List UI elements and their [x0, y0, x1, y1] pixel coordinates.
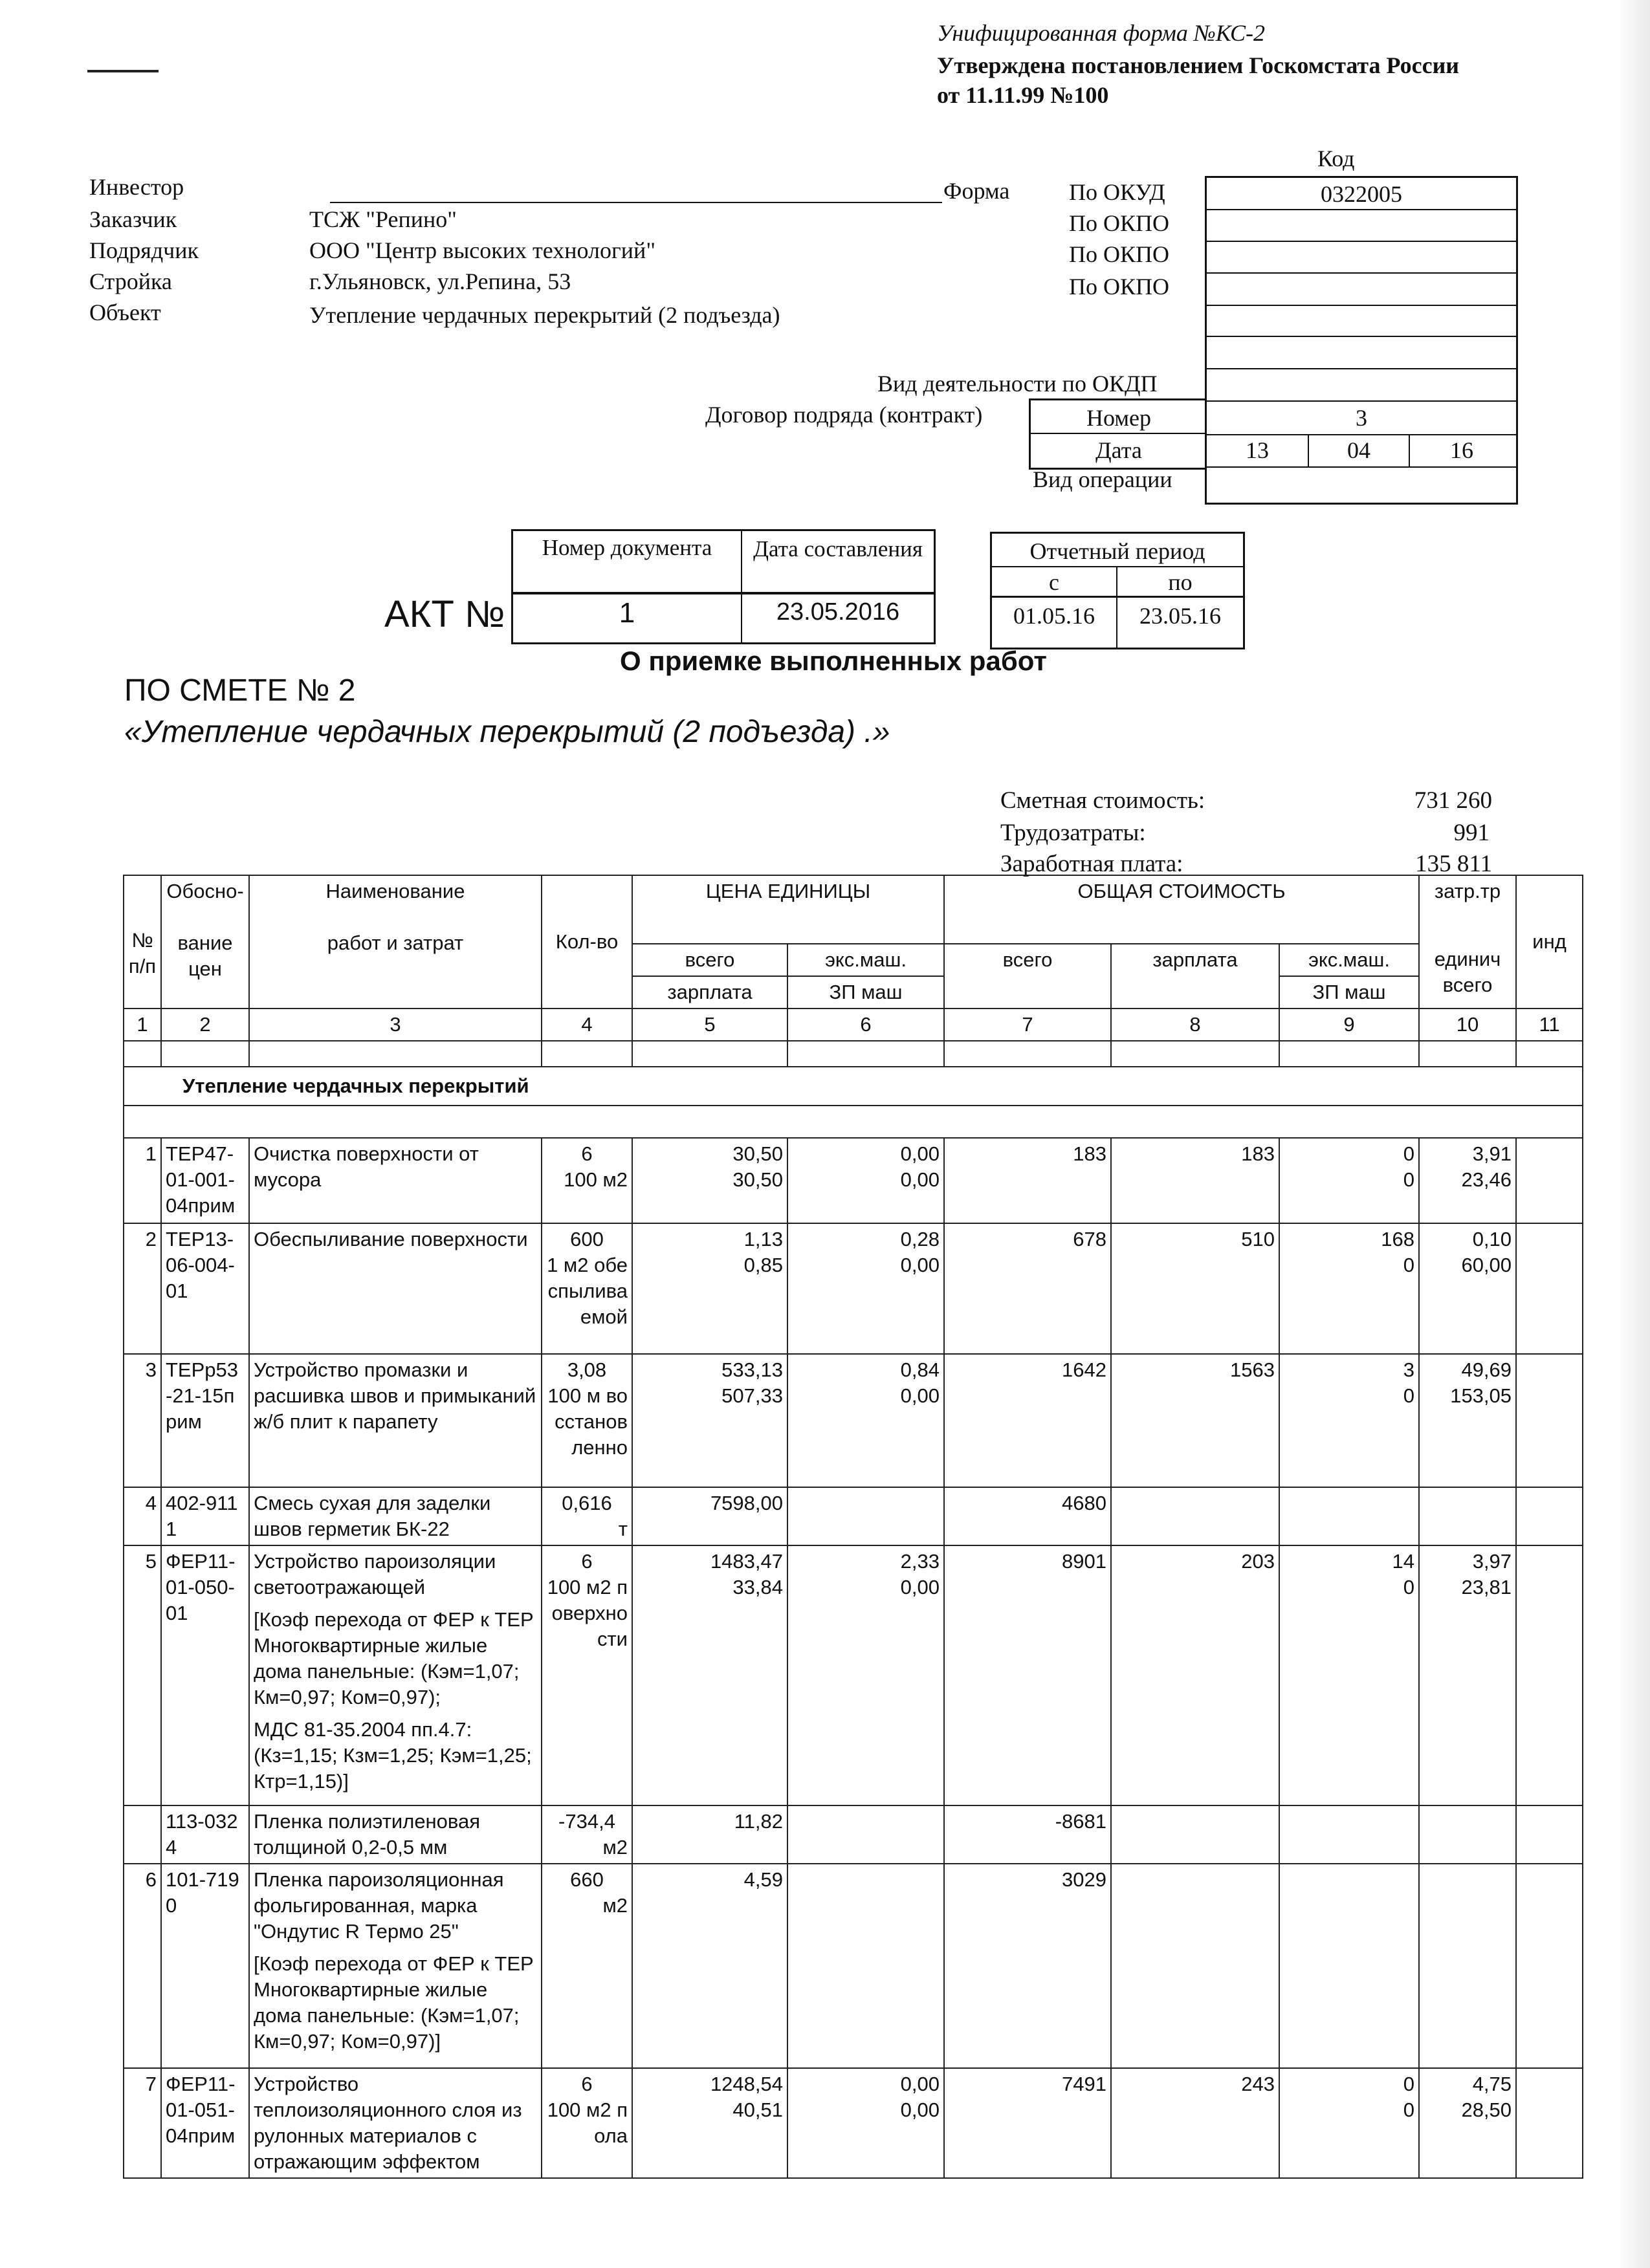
row-total-mach: 168 0 [1279, 1223, 1419, 1354]
section-title: Утепление чердачных перекрытий [124, 1067, 1583, 1106]
row-price-mach [787, 1487, 944, 1545]
row-qty: 600 1 м2 обеспыливаемой [542, 1223, 632, 1354]
h-price-all: всего [632, 944, 787, 976]
row-qty: 0,616 т [542, 1487, 632, 1545]
contractor-label: Подрядчик [89, 237, 199, 263]
row-total-salary: 243 [1111, 2068, 1279, 2178]
contract-date-year: 16 [1450, 437, 1473, 463]
operation-label: Вид операции [1033, 466, 1172, 492]
contractor-value: ООО "Центр высоких технологий" [309, 237, 656, 263]
row-price-mach: 0,00 0,00 [787, 2068, 944, 2178]
row-ind [1516, 1805, 1583, 1864]
h-labor-sub: единич всего [1419, 944, 1516, 1009]
row-price-mach [787, 1805, 944, 1864]
row-total-salary [1111, 1487, 1279, 1545]
salary-value: 135 811 [1415, 851, 1492, 877]
row-total: 183 [944, 1138, 1111, 1223]
object-value: Утепление чердачных перекрытий (2 подъезда) [309, 302, 780, 328]
okpo3-label: По ОКПО [1069, 274, 1170, 300]
h-price-mach: экс.маш. [787, 944, 944, 976]
act-doc-box [511, 529, 936, 644]
h-total-cost: ОБЩАЯ СТОИМОСТЬ [944, 875, 1419, 944]
row-total: -8681 [944, 1805, 1111, 1864]
row-number: 7 [124, 2068, 161, 2178]
investor-label: Инвестор [89, 174, 184, 200]
row-total-salary [1111, 1864, 1279, 2068]
row-price-mach: 2,33 0,00 [787, 1545, 944, 1805]
row-total-mach: 3 0 [1279, 1354, 1419, 1487]
row-price: 7598,00 [632, 1487, 787, 1545]
customer-label: Заказчик [89, 206, 177, 232]
table-row [124, 1223, 1583, 1354]
act-subtitle: О приемке выполненных работ [620, 646, 1047, 676]
h-price-zpm: ЗП маш [787, 976, 944, 1009]
row-number: 1 [124, 1138, 161, 1223]
row-total-mach [1279, 1487, 1419, 1545]
scan-edge-shadow [1618, 0, 1650, 2268]
pen-mark [87, 70, 159, 72]
row-number: 3 [124, 1354, 161, 1487]
row-qty: 660 м2 [542, 1864, 632, 2068]
row-name: Устройство теплоизоляционного слоя из рулонных материалов с отражающим эффектом [249, 2068, 542, 2178]
row-price-mach: 0,84 0,00 [787, 1354, 944, 1487]
row-name: Пленка пароизоляционная фольгированная, марка "Ондутис R Термо 25" [Коэф перехода от ФЕР к ТЕР Многоквартирные жилые дома панельные: (Кэм=1,07; Км=0,97; Ком=0,97)] [249, 1864, 542, 2068]
doc-date-label: Дата составления [753, 536, 923, 562]
row-labor: 4,75 28,50 [1419, 2068, 1516, 2178]
table-row [124, 2068, 1583, 2178]
row-price: 4,59 [632, 1864, 787, 2068]
row-number: 4 [124, 1487, 161, 1545]
act-date: 23.05.2016 [776, 598, 900, 626]
row-labor [1419, 1805, 1516, 1864]
row-code: 113-0324 [161, 1805, 249, 1864]
period-to-label: по [1168, 569, 1193, 595]
row-labor [1419, 1864, 1516, 2068]
h-total-all: всего [944, 944, 1111, 1009]
period-from-label: с [1049, 569, 1059, 595]
row-qty: 6 100 м2 пола [542, 2068, 632, 2178]
labor-value: 991 [1453, 820, 1490, 846]
smeta-name: «Утепление чердачных перекрытий (2 подъезда) .» [124, 715, 890, 749]
row-price-mach: 0,28 0,00 [787, 1223, 944, 1354]
contract-date-day: 13 [1246, 437, 1269, 463]
form-approval: Утверждена постановлением Госкомстата России [937, 52, 1460, 78]
okud-value: 0322005 [1321, 181, 1402, 207]
row-total: 8901 [944, 1545, 1111, 1805]
contract-date-label: Дата [1095, 437, 1142, 463]
row-code: ТЕР13-06-004-01 [161, 1223, 249, 1354]
section-row [124, 1067, 1583, 1106]
row-total: 678 [944, 1223, 1111, 1354]
row-qty: 3,08 100 м восстановленно [542, 1354, 632, 1487]
row-total: 4680 [944, 1487, 1111, 1545]
contract-date-month: 04 [1347, 437, 1370, 463]
row-total: 1642 [944, 1354, 1111, 1487]
row-name: Устройство пароизоляции светоотражающей [Коэф перехода от ФЕР к ТЕР Многоквартирные жилые дома панельные: (Кэм=1,07; Км=0,97; Ком=0,97); МДС 81-35.2004 пп.4.7: (Кз=1,15; Кзм=1,25; Кэм=1,25; Ктр=1,15)] [249, 1545, 542, 1805]
row-code: ТЕРр53-21-15прим [161, 1354, 249, 1487]
row-price: 11,82 [632, 1805, 787, 1864]
okpo1-label: По ОКПО [1069, 210, 1170, 236]
h-total-mach: экс.маш. [1279, 944, 1419, 976]
h-no: № п/п [124, 875, 161, 1009]
okud-label: По ОКУД [1069, 179, 1165, 205]
act-number: 1 [619, 597, 635, 629]
row-ind [1516, 2068, 1583, 2178]
h-total-salary: зарплата [1111, 944, 1279, 1009]
row-code: ФЕР11-01-050-01 [161, 1545, 249, 1805]
row-price: 1248,54 40,51 [632, 2068, 787, 2178]
h-labor: затр.тр [1419, 875, 1516, 944]
okpo2-label: По ОКПО [1069, 241, 1170, 267]
period-box [990, 532, 1245, 649]
row-ind [1516, 1354, 1583, 1487]
row-ind [1516, 1138, 1583, 1223]
row-number: 2 [124, 1223, 161, 1354]
row-total-salary: 203 [1111, 1545, 1279, 1805]
doc-number-label: Номер документа [542, 535, 712, 560]
row-total-mach: 14 0 [1279, 1545, 1419, 1805]
row-total: 7491 [944, 2068, 1111, 2178]
customer-value: ТСЖ "Репино" [309, 206, 457, 232]
period-from: 01.05.16 [1013, 603, 1095, 629]
table-row [124, 1487, 1583, 1545]
period-to: 23.05.16 [1139, 603, 1221, 629]
h-basis: Обосно- вание цен [161, 875, 249, 1009]
row-name: Пленка полиэтиленовая толщиной 0,2-0,5 мм [249, 1805, 542, 1864]
row-total-mach: 0 0 [1279, 2068, 1419, 2178]
codes-box [1205, 176, 1518, 505]
row-labor: 0,10 60,00 [1419, 1223, 1516, 1354]
contract-number-value: 3 [1356, 405, 1367, 431]
empty-row [124, 1041, 1583, 1067]
row-total: 3029 [944, 1864, 1111, 2068]
row-ind [1516, 1487, 1583, 1545]
row-total-salary: 183 [1111, 1138, 1279, 1223]
row-code: 402-9111 [161, 1487, 249, 1545]
forma-label: Форма [943, 178, 1010, 204]
row-labor: 3,91 23,46 [1419, 1138, 1516, 1223]
contract-fields-box [1029, 398, 1207, 470]
table-row [124, 1545, 1583, 1805]
works-table [123, 875, 1583, 2179]
spacer-row [124, 1106, 1583, 1138]
row-price-mach [787, 1864, 944, 2068]
period-label: Отчетный период [1029, 538, 1205, 564]
table-header-row1 [124, 875, 1583, 944]
h-name: Наименование работ и затрат [249, 875, 542, 1009]
row-number: 6 [124, 1864, 161, 2068]
row-price: 1,13 0,85 [632, 1223, 787, 1354]
row-ind [1516, 1864, 1583, 2068]
salary-label: Заработная плата: [1000, 851, 1183, 877]
row-name: Смесь сухая для заделки швов герметик БК-22 [249, 1487, 542, 1545]
row-code: ТЕР47-01-001-04прим [161, 1138, 249, 1223]
cost-value: 731 260 [1414, 787, 1492, 814]
row-qty: -734,4 м2 [542, 1805, 632, 1864]
row-price-mach: 0,00 0,00 [787, 1138, 944, 1223]
row-total-salary [1111, 1805, 1279, 1864]
row-code: ФЕР11-01-051-04прим [161, 2068, 249, 2178]
h-total-zpm: ЗП маш [1279, 976, 1419, 1009]
labor-label: Трудозатраты: [1000, 820, 1146, 846]
smeta-number: ПО СМЕТЕ № 2 [124, 673, 356, 708]
row-name: Обеспыливание поверхности [249, 1223, 542, 1354]
row-number [124, 1805, 161, 1864]
row-labor: 3,97 23,81 [1419, 1545, 1516, 1805]
site-value: г.Ульяновск, ул.Репина, 53 [309, 268, 571, 294]
row-total-mach [1279, 1805, 1419, 1864]
table-row [124, 1138, 1583, 1223]
row-name: Очистка поверхности от мусора [249, 1138, 542, 1223]
row-ind [1516, 1223, 1583, 1354]
row-name: Устройство промазки и расшивка швов и примыканий ж/б плит к парапету [249, 1354, 542, 1487]
row-code: 101-7190 [161, 1864, 249, 2068]
table-row [124, 1805, 1583, 1864]
okdp-label: Вид деятельности по ОКДП [877, 371, 1158, 397]
row-total-mach: 0 0 [1279, 1138, 1419, 1223]
row-ind [1516, 1545, 1583, 1805]
row-total-salary: 510 [1111, 1223, 1279, 1354]
kod-label: Код [1317, 146, 1355, 171]
column-numbers-row: 1 2 3 4 5 6 7 8 9 10 11 [124, 1009, 1583, 1041]
site-label: Стройка [89, 268, 172, 294]
cost-label: Сметная стоимость: [1000, 787, 1205, 814]
row-price: 30,50 30,50 [632, 1138, 787, 1223]
row-labor [1419, 1487, 1516, 1545]
row-price: 1483,47 33,84 [632, 1545, 787, 1805]
h-qty: Кол-во [542, 875, 632, 1009]
row-total-mach [1279, 1864, 1419, 2068]
row-labor: 49,69 153,05 [1419, 1354, 1516, 1487]
row-total-salary: 1563 [1111, 1354, 1279, 1487]
form-approval-date: от 11.11.99 №100 [937, 82, 1109, 108]
h-unit-price: ЦЕНА ЕДИНИЦЫ [632, 875, 944, 944]
row-qty: 6 100 м2 [542, 1138, 632, 1223]
act-title: АКТ № [384, 593, 505, 635]
h-ind: инд [1516, 875, 1583, 1009]
table-row [124, 1864, 1583, 2068]
row-number: 5 [124, 1545, 161, 1805]
h-price-salary: зарплата [632, 976, 787, 1009]
object-label: Объект [89, 300, 161, 325]
investor-line [330, 202, 942, 203]
form-title: Унифицированная форма №КС-2 [937, 20, 1266, 46]
contract-label: Договор подряда (контракт) [705, 402, 983, 428]
table-row [124, 1354, 1583, 1487]
contract-number-label: Номер [1086, 405, 1152, 431]
row-price: 533,13 507,33 [632, 1354, 787, 1487]
row-qty: 6 100 м2 поверхности [542, 1545, 632, 1805]
